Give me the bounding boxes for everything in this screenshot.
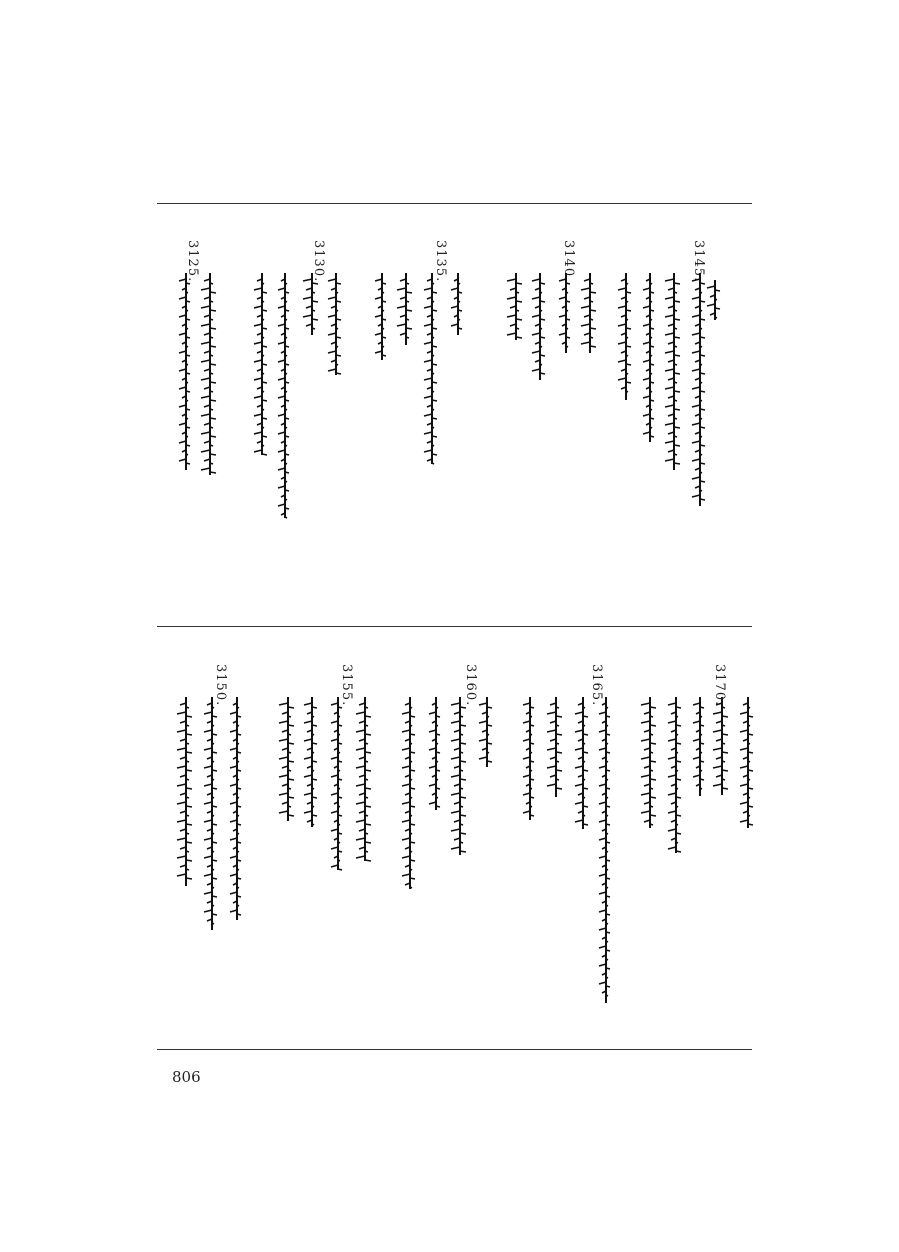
line-number: 3170. xyxy=(712,664,727,707)
lower-text-block xyxy=(170,664,750,994)
upper-script-line xyxy=(532,273,545,380)
upper-script-line xyxy=(254,273,267,455)
upper-script-line xyxy=(507,273,522,340)
upper-script-line xyxy=(692,273,705,506)
upper-script-line xyxy=(278,273,289,518)
upper-script-line xyxy=(303,273,318,335)
upper-script-line xyxy=(581,273,596,353)
upper-script-line xyxy=(618,273,631,400)
line-number: 3125. xyxy=(185,240,200,283)
line-number: 3155. xyxy=(339,664,354,707)
upper-script-line xyxy=(707,280,720,320)
upper-script-line xyxy=(424,273,437,464)
line-number: 3165. xyxy=(589,664,604,707)
line-number: 3140. xyxy=(561,240,576,283)
upper-script-line xyxy=(397,273,412,345)
line-number: 3160. xyxy=(463,664,478,707)
line-number: 3135. xyxy=(433,240,448,283)
upper-script-line xyxy=(451,273,462,335)
middle-rule xyxy=(157,626,752,627)
upper-script-line xyxy=(201,273,216,475)
bottom-rule xyxy=(157,1049,752,1050)
upper-script-line xyxy=(179,273,190,470)
upper-script-line xyxy=(375,273,386,360)
page-number: 806 xyxy=(172,1068,201,1086)
line-number: 3150. xyxy=(213,664,228,707)
upper-script-line xyxy=(559,273,570,353)
line-number: 3145. xyxy=(691,240,706,283)
line-number: 3130. xyxy=(311,240,326,283)
upper-script-line xyxy=(643,273,654,442)
upper-script-line xyxy=(328,273,341,375)
upper-script-line xyxy=(665,273,680,470)
